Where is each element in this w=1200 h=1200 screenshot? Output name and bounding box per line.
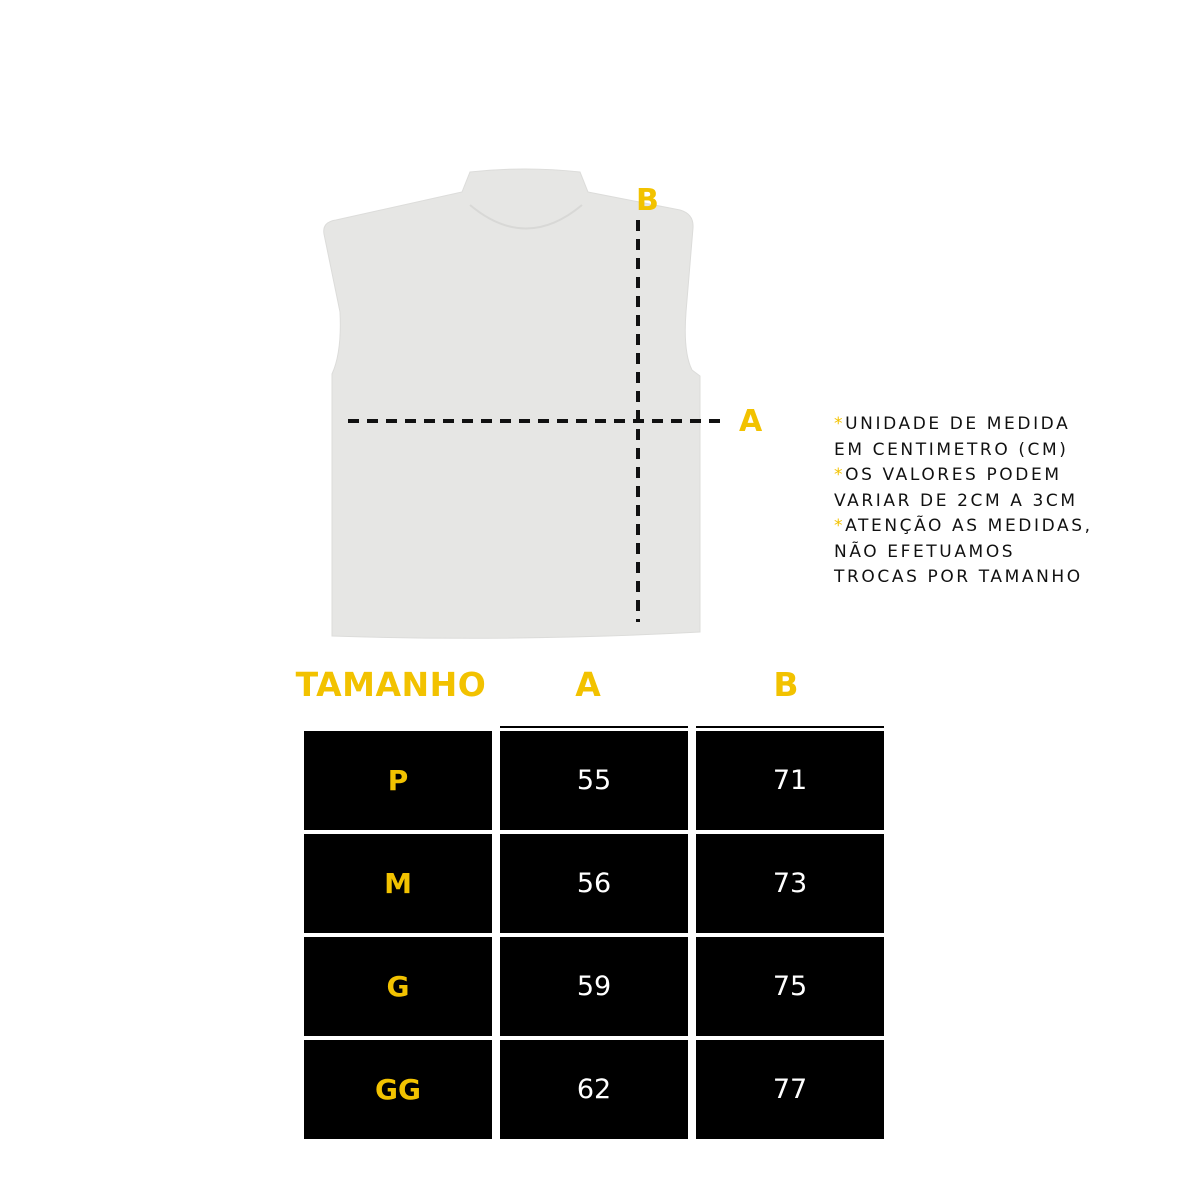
column-header-b: B <box>773 665 799 704</box>
size-cell: GG <box>304 1040 492 1139</box>
note-unit <box>834 412 1164 463</box>
note-line: TROCAS POR TAMANHO <box>834 567 1083 587</box>
note-line: OS VALORES PODEM <box>845 465 1062 485</box>
note-exchange-policy <box>834 514 1164 591</box>
measure-a-cell: 56 <box>500 834 688 933</box>
measure-b-cell: 77 <box>696 1040 884 1139</box>
note-line: ATENÇÃO AS MEDIDAS, <box>845 516 1093 536</box>
column-header-a: A <box>575 665 601 704</box>
size-cell: G <box>304 937 492 1036</box>
table-top-rule <box>500 726 688 728</box>
measure-b-cell: 71 <box>696 731 884 830</box>
size-cell: P <box>304 731 492 830</box>
note-line: EM CENTIMETRO (CM) <box>834 439 1069 460</box>
note-line: NÃO EFETUAMOS <box>834 541 1016 562</box>
measure-a-cell: 62 <box>500 1040 688 1139</box>
column-header-size: TAMANHO <box>295 665 487 704</box>
dimension-label-b: B <box>636 183 659 218</box>
measure-b-cell: 73 <box>696 834 884 933</box>
measure-a-cell: 59 <box>500 937 688 1036</box>
dimension-label-a: A <box>739 404 763 439</box>
tank-top-silhouette <box>324 169 700 638</box>
note-variation <box>834 463 1164 514</box>
table-top-rule <box>696 726 884 728</box>
note-asterisk: * <box>834 465 846 485</box>
note-asterisk: * <box>834 516 846 536</box>
note-asterisk: * <box>834 414 846 434</box>
measure-b-cell: 75 <box>696 937 884 1036</box>
measurement-notes <box>834 412 1164 591</box>
note-line: UNIDADE DE MEDIDA <box>845 414 1071 434</box>
measure-a-cell: 55 <box>500 731 688 830</box>
size-cell: M <box>304 834 492 933</box>
note-line: VARIAR DE 2CM A 3CM <box>834 490 1078 511</box>
